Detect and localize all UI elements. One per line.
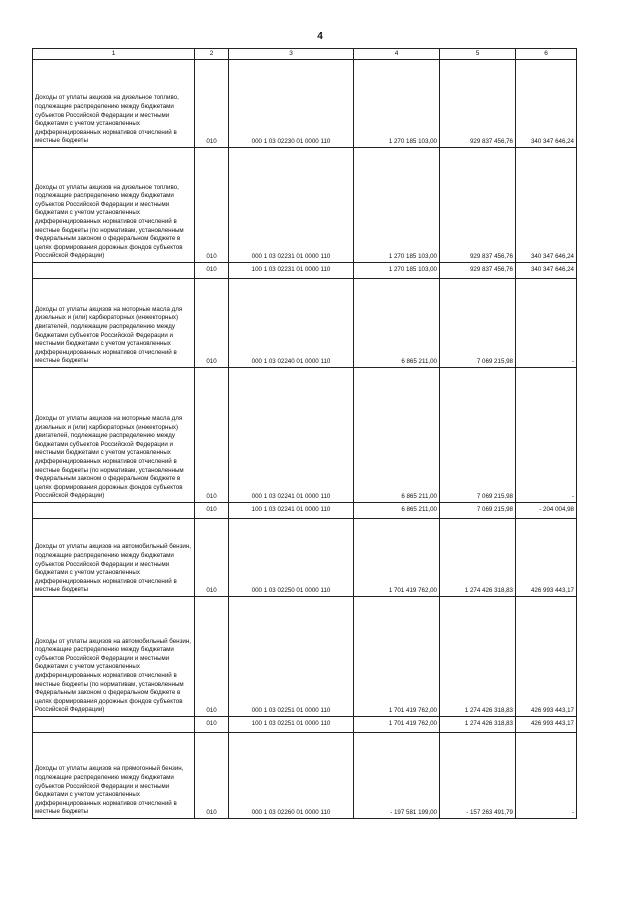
row-approved-amount: 1 270 185 103,00	[354, 60, 440, 148]
row-unexecuted-amount: 426 993 443,17	[516, 717, 577, 733]
column-header: 6	[516, 49, 577, 60]
row-description: Доходы от уплаты акцизов на прямогонный бензин, подлежащие распределению между бюджетами субъектов Российской Федерации и местными бюджетами с учетом установленных дифференцированных нормативов отчислений в местные бюджеты	[33, 733, 195, 819]
revenue-table	[32, 48, 577, 819]
row-unexecuted-amount: -	[516, 733, 577, 819]
row-code: 010	[195, 519, 229, 597]
row-unexecuted-amount: - 204 004,98	[516, 503, 577, 519]
row-code: 010	[195, 503, 229, 519]
row-unexecuted-amount: 426 993 443,17	[516, 519, 577, 597]
row-description: Доходы от уплаты акцизов на дизельное топливо, подлежащие распределению между бюджетами субъектов Российской Федерации и местными бюджетами с учетом установленных дифференцированных нормативов отчислений в местные бюджеты	[33, 60, 195, 148]
row-kbk: 000 1 03 02231 01 0000 110	[229, 148, 354, 263]
row-executed-amount: 7 069 215,98	[440, 368, 516, 503]
row-code: 010	[195, 597, 229, 717]
table-row	[33, 279, 577, 368]
row-description: Доходы от уплаты акцизов на моторные масла для дизельных и (или) карбюраторных (инжекторных) двигателей, подлежащие распределению между бюджетами субъектов Российской Федерации и местными бюджетами с учетом установленных дифференцированных нормативов отчислений в местные бюджеты (по нормативам, установленным Федеральным законом о федеральном бюджете в целях формирования дорожных фондов субъектов Российской Федерации)	[33, 368, 195, 503]
row-code: 010	[195, 263, 229, 279]
row-executed-amount: 1 274 426 318,83	[440, 717, 516, 733]
row-description: Доходы от уплаты акцизов на моторные масла для дизельных и (или) карбюраторных (инжекторных) двигателей, подлежащие распределению между бюджетами субъектов Российской Федерации и местными бюджетами с учетом установленных дифференцированных нормативов отчислений в местные бюджеты	[33, 279, 195, 368]
row-approved-amount: 6 865 211,00	[354, 503, 440, 519]
row-description	[33, 717, 195, 733]
row-unexecuted-amount: 340 347 646,24	[516, 148, 577, 263]
column-header: 4	[354, 49, 440, 60]
header-row	[33, 49, 577, 60]
row-approved-amount: 1 701 419 762,00	[354, 519, 440, 597]
row-description: Доходы от уплаты акцизов на автомобильный бензин, подлежащие распределению между бюджетами субъектов Российской Федерации и местными бюджетами с учетом установленных дифференцированных нормативов отчислений в местные бюджеты (по нормативам, установленным Федеральным законом о федеральном бюджете в целях формирования дорожных фондов субъектов Российской Федерации)	[33, 597, 195, 717]
row-executed-amount: 1 274 426 318,83	[440, 519, 516, 597]
column-header: 5	[440, 49, 516, 60]
column-header: 2	[195, 49, 229, 60]
table-sub-row	[33, 717, 577, 733]
row-kbk: 100 1 03 02231 01 0000 110	[229, 263, 354, 279]
row-description	[33, 503, 195, 519]
table-row	[33, 597, 577, 717]
row-unexecuted-amount: 426 993 443,17	[516, 597, 577, 717]
row-code: 010	[195, 717, 229, 733]
row-executed-amount: - 157 263 491,79	[440, 733, 516, 819]
column-header: 1	[33, 49, 195, 60]
row-description: Доходы от уплаты акцизов на автомобильный бензин, подлежащие распределению между бюджетами субъектов Российской Федерации и местными бюджетами с учетом установленных дифференцированных нормативов отчислений в местные бюджеты	[33, 519, 195, 597]
row-kbk: 000 1 03 02230 01 0000 110	[229, 60, 354, 148]
row-unexecuted-amount: 340 347 646,24	[516, 60, 577, 148]
row-code: 010	[195, 368, 229, 503]
row-description: Доходы от уплаты акцизов на дизельное топливо, подлежащие распределению между бюджетами субъектов Российской Федерации и местными бюджетами с учетом установленных дифференцированных нормативов отчислений в местные бюджеты (по нормативам, установленным Федеральным законом о федеральном бюджете в целях формирования дорожных фондов субъектов Российской Федерации)	[33, 148, 195, 263]
row-kbk: 000 1 03 02251 01 0000 110	[229, 597, 354, 717]
table-row	[33, 368, 577, 503]
row-executed-amount: 929 837 456,76	[440, 148, 516, 263]
row-kbk: 000 1 03 02241 01 0000 110	[229, 368, 354, 503]
row-executed-amount: 7 069 215,98	[440, 503, 516, 519]
column-header: 3	[229, 49, 354, 60]
table-row	[33, 519, 577, 597]
row-approved-amount: 1 701 419 762,00	[354, 597, 440, 717]
row-approved-amount: - 197 581 199,00	[354, 733, 440, 819]
row-approved-amount: 6 865 211,00	[354, 279, 440, 368]
row-executed-amount: 7 069 215,98	[440, 279, 516, 368]
row-approved-amount: 1 270 185 103,00	[354, 263, 440, 279]
table-row	[33, 60, 577, 148]
row-kbk: 100 1 03 02251 01 0000 110	[229, 717, 354, 733]
row-code: 010	[195, 60, 229, 148]
row-code: 010	[195, 148, 229, 263]
row-unexecuted-amount: -	[516, 279, 577, 368]
table-row	[33, 733, 577, 819]
row-approved-amount: 1 701 419 762,00	[354, 717, 440, 733]
row-kbk: 000 1 03 02240 01 0000 110	[229, 279, 354, 368]
row-executed-amount: 1 274 426 318,83	[440, 597, 516, 717]
table-sub-row	[33, 263, 577, 279]
row-approved-amount: 1 270 185 103,00	[354, 148, 440, 263]
row-executed-amount: 929 837 456,76	[440, 60, 516, 148]
row-kbk: 000 1 03 02250 01 0000 110	[229, 519, 354, 597]
row-unexecuted-amount: -	[516, 368, 577, 503]
table-sub-row	[33, 503, 577, 519]
row-code: 010	[195, 733, 229, 819]
row-unexecuted-amount: 340 347 646,24	[516, 263, 577, 279]
row-description	[33, 263, 195, 279]
row-approved-amount: 6 865 211,00	[354, 368, 440, 503]
row-kbk: 000 1 03 02260 01 0000 110	[229, 733, 354, 819]
row-kbk: 100 1 03 02241 01 0000 110	[229, 503, 354, 519]
row-code: 010	[195, 279, 229, 368]
row-executed-amount: 929 837 456,76	[440, 263, 516, 279]
table-row	[33, 148, 577, 263]
page-number: 4	[317, 31, 323, 42]
